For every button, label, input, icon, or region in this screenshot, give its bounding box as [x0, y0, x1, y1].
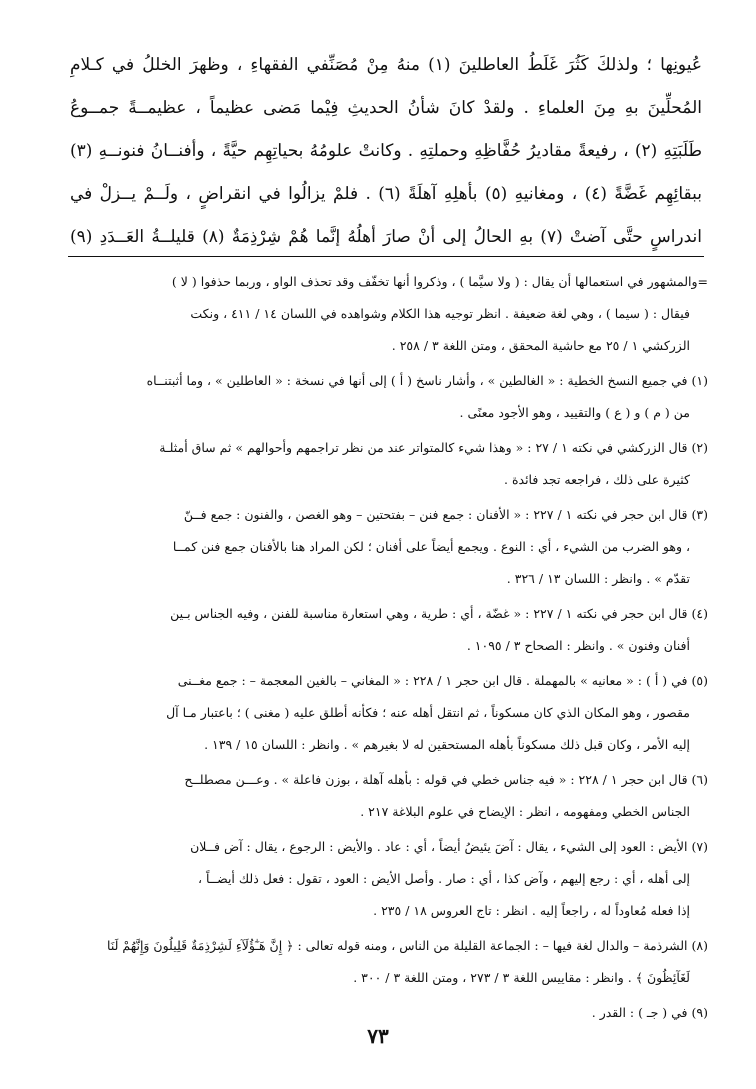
main-text — [70, 44, 702, 259]
footnote-line: (١) في جميع النسخ الخطية : « الغالطين » ، وأشار ناسخ ( أ ) إلى أنها في نسخة : « العاطلين » ، وما أثبتنــاه — [146, 373, 708, 388]
footnote-4 — [60, 598, 708, 662]
footnote-8 — [60, 930, 708, 994]
main-text-line: طَلَبَتِهِ (٢) ، رفيعةً مقاديرُ حُفَّاظِهِ وحملتِهِ . وكانتْ علومُهُ بحياتِهِم حيَّةً ، وأفنــانُ فنونــهِ (٣) — [70, 141, 702, 161]
footnote-6 — [60, 764, 708, 828]
footnote-divider — [68, 256, 704, 257]
footnote-line: إلى أهله ، أي : رجع إليهم ، وآض كذا ، أي : صار . وأصل الأيض : العود ، تقول : فعل ذلك أيضــاً ، — [197, 871, 690, 886]
footnote-3 — [60, 499, 708, 595]
footnote-line: مقصور ، وهو المكان الذي كان مسكوناً ، ثم انتقل أهله عنه ؛ فكأنه أطلق عليه ( مغنى ) ؛ باعتبار مـا آل — [166, 705, 690, 720]
footnote-line: تقدّم » . وانظر : اللسان ١٣ / ٣٢٦ . — [506, 571, 690, 586]
footnote-line: الزركشي ١ / ٢٥ مع حاشية المحقق ، ومتن اللغة ٣ / ٢٥٨ . — [391, 338, 690, 353]
footnote-line: (٥) في ( أ ) : « معانيه » بالمهملة . قال ابن حجر ١ / ٢٢٨ : « المغاني – بالغين المعجمة – : جمع مغــنى — [177, 673, 708, 688]
footnote-line: أفنان وفنون » . وانظر : الصحاح ٣ / ١٠٩٥ . — [466, 638, 690, 653]
footnote-1 — [60, 365, 708, 429]
main-text-line: المُحلِّينَ بهِ مِنَ العلماءِ . ولقدْ كانَ شأنُ الحديثِ فِيْما مَضى عظيماً ، عظيمــةً جمــوعُ — [70, 98, 702, 118]
main-text-line: عُيونِها ؛ ولذلكَ كَثُرَ غَلَطُ العاطلينَ (١) منهُ مِنْ مُصَنِّفي الفقهاءِ ، وظهرَ الخللُ في كـلامِ — [70, 55, 702, 75]
main-text-line: اندراسٍ حتَّى آضتْ (٧) بهِ الحالُ إلى أنْ صارَ أهلُهُ إنَّما هُمْ شِرْذِمَةٌ (٨) قليلــةُ العَــدَدِ (٩) — [70, 227, 702, 247]
footnote-2 — [60, 432, 708, 496]
footnote-line: (٧) الأيض : العود إلى الشيء ، يقال : آضَ يئيضُ أيضاً ، أي : عاد . والأيض : الرجوع ، يقال : آض فــلان — [190, 839, 708, 854]
footnote-5 — [60, 665, 708, 761]
footnote-line: إليه الأمر ، وكان قبل ذلك مسكوناً بأهله المستحقين له لا بغيرهم » . وانظر : اللسان ١٥ / ١٣٩ . — [204, 737, 690, 752]
footnote-line: كثيرة على ذلك ، فراجعه تجد فائدة . — [504, 472, 690, 487]
footnote-line: (٢) قال الزركشي في نكته ١ / ٢٧ : « وهذا شيء كالمتواتر عند من نظر تراجمهم وأحوالهم » ثم ساق أمثلـة — [159, 440, 708, 455]
footnote-line: (٤) قال ابن حجر في نكته ١ / ٢٢٧ : « غضّة ، أي : طرية ، وهي استعارة مناسبة للفنن ، وفيه الجناس بـين — [170, 606, 708, 621]
footnote-line: (٩) في ( جـ ) : القدر . — [591, 1005, 708, 1020]
footnote-continuation — [60, 266, 708, 362]
footnote-line: ، وهو الضرب من الشيء ، أي : النوع . ويجمع أيضاً على أفنان ؛ لكن المراد هنا بالأفنان جمع فنن كمــا — [172, 539, 690, 554]
footnote-line: (٦) قال ابن حجر ١ / ٢٢٨ : « فيه جناس خطي في قوله : بأهله آهلة ، بوزن فاعلة » . وعـــن مصطلــح — [184, 772, 708, 787]
footnote-line: إذا فعله مُعاوداً له ، راجعاً إليه . انظر : تاج العروس ١٨ / ٢٣٥ . — [373, 903, 690, 918]
page-number: ٧٣ — [367, 1024, 389, 1048]
main-text-line: ببقائِهِم غَضَّةً (٤) ، ومغانيهِ (٥) بأهلِهِ آهلَةً (٦) . فلمْ يزالُوا في انقراضٍ ، ولَــمْ يــزلْ في — [70, 184, 702, 204]
footnote-line: (٣) قال ابن حجر في نكته ١ / ٢٢٧ : « الأفنان : جمع فنن – بفتحتين – وهو الغصن ، والفنون : جمع فــنّ — [183, 507, 708, 522]
footnote-line: =والمشهور في استعمالها أن يقال : ( ولا سيَّما ) ، وذكروا أنها تخفّف وقد تحذف الواو ، وربما حذفوا ( لا ) — [171, 274, 708, 289]
footnote-line: من ( م ) و ( ع ) والتقييد ، وهو الأجود معنًى . — [459, 405, 690, 420]
footnote-line: الجناس الخطي ومفهومه ، انظر : الإيضاح في علوم البلاغة ٢١٧ . — [360, 804, 690, 819]
footnote-7 — [60, 831, 708, 927]
footnotes — [60, 266, 708, 1029]
footnote-line: (٨) الشرذمة – والدال لغة فيها – : الجماعة القليلة من الناس ، ومنه قوله تعالى : ﴿ إِنَّ هَـٰٓؤُلَآءِ لَشِرْذِمَةٌ قَلِيلُونَ وَإِنَّهُمْ لَنَا — [107, 938, 708, 953]
footnote-line: لَغَآئِظُونَ ﴾ . وانظر : مقاييس اللغة ٣ / ٢٧٣ ، ومتن اللغة ٣ / ٣٠٠ . — [353, 970, 690, 985]
footnote-line: فيقال : ( سيما ) ، وهي لغة ضعيفة . انظر توجيه هذا الكلام وشواهده في اللسان ١٤ / ٤١١ ، ونكت — [190, 306, 690, 321]
